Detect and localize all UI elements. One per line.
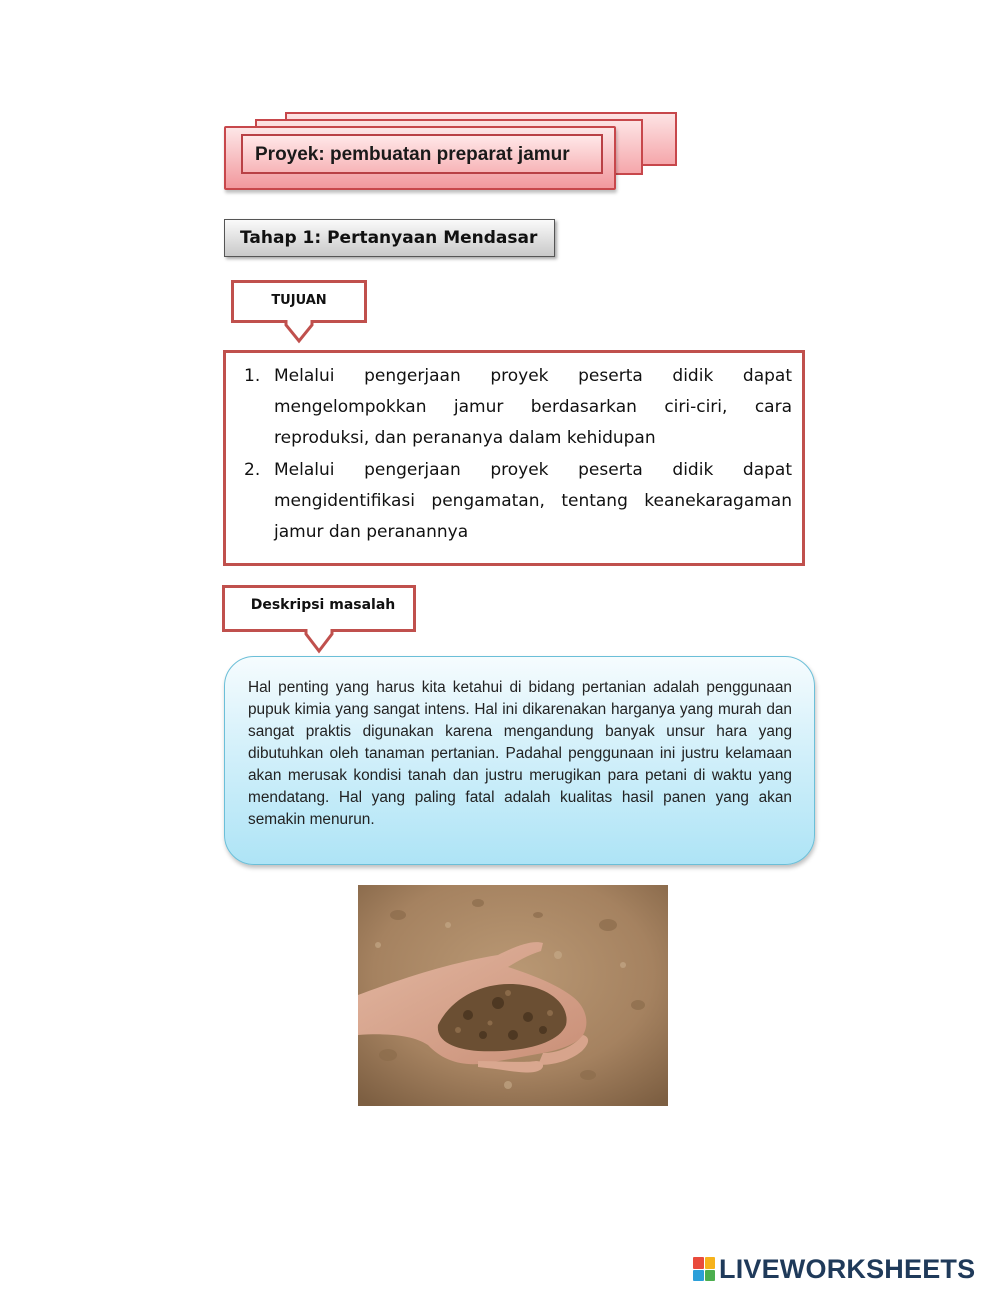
goal-item xyxy=(244,455,792,548)
goal-item xyxy=(244,361,792,454)
goal-number: 2. xyxy=(244,460,261,480)
callout-down-arrow-shape xyxy=(231,280,367,344)
liveworksheets-logo-icon xyxy=(693,1257,715,1281)
stage-heading: Tahap 1: Pertanyaan Mendasar xyxy=(224,219,555,257)
goals-box xyxy=(223,350,805,566)
soil-in-hand-photo xyxy=(358,885,668,1106)
deskripsi-callout xyxy=(222,585,416,655)
problem-description-box xyxy=(224,656,815,865)
tujuan-label: TUJUAN xyxy=(271,293,327,308)
goal-text: Melalui pengerjaan proyek peserta didik dapat mengelompokkan jamur berdasarkan ciri-ciri, cara reproduksi, dan perananya dalam kehidupan xyxy=(274,366,792,448)
tujuan-callout xyxy=(231,280,367,344)
goal-number: 1. xyxy=(244,366,261,386)
goal-text: Melalui pengerjaan proyek peserta didik dapat mengidentifikasi pengamatan, tentang keanekaragaman jamur dan peranannya xyxy=(274,460,792,542)
hand-holding-soil-image xyxy=(358,885,668,1106)
callout-down-arrow-shape xyxy=(222,585,416,655)
project-title: Proyek: pembuatan preparat jamur xyxy=(241,134,603,174)
problem-description-text: Hal penting yang harus kita ketahui di bidang pertanian adalah penggunaan pupuk kimia yang sangat intens. Hal ini dikarenakan harganya yang murah dan sangat praktis digunakan karena mengandung banyak unsur hara yang dibutuhkan oleh tanaman pertanian. Padahal penggunaan ini justru kelamaan akan merusak kondisi tanah dan justru merugikan para petani di waktu yang mendatang. Hal yang paling fatal adalah kualitas hasil panen yang akan semakin menurun. xyxy=(248,679,792,828)
liveworksheets-logo-text: LIVEWORKSHEETS xyxy=(719,1253,976,1284)
liveworksheets-logo xyxy=(693,1254,975,1284)
deskripsi-label: Deskripsi masalah xyxy=(250,597,396,613)
